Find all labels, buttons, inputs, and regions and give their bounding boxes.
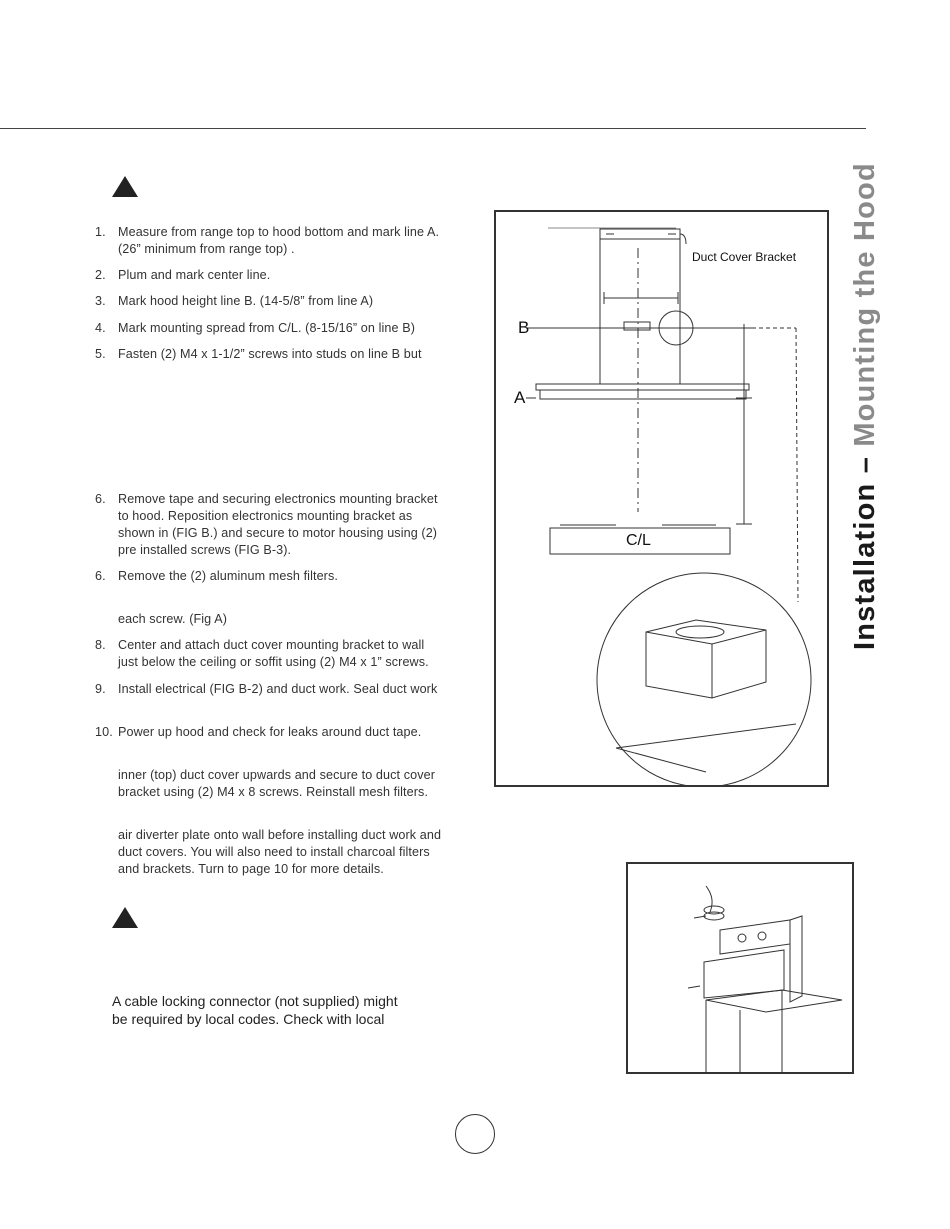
step-line: Mark mounting spread from C/L. (8-15/16” on line B) — [118, 321, 415, 335]
step-item — [95, 827, 485, 878]
line-b-label: B — [518, 318, 530, 337]
step-line: (26” minimum from range top) . — [118, 242, 295, 256]
cable-note-line: be required by local codes. Check with local — [112, 1011, 385, 1027]
step-item: 4. Mark mounting spread from C/L. (8-15/16” on line B) — [95, 320, 485, 337]
step-line: just below the ceiling or soffit using (2) M4 x 1” screws. — [118, 655, 429, 669]
step-line: and brackets. Turn to page 10 for more details. — [118, 862, 384, 876]
step-item: 2. Plum and mark center line. — [95, 267, 485, 284]
step-line: inner (top) duct cover upwards and secure to duct cover — [118, 768, 436, 782]
step-line: Remove tape and securing electronics mounting bracket — [118, 492, 438, 506]
step-line: Power up hood and check for leaks around duct tape. — [118, 725, 422, 739]
step-item: 8. Center and attach duct cover mounting bracket to wall just below the ceiling or soffit using (2) M4 x 1” screws. — [95, 638, 429, 669]
mounting-diagram-svg — [496, 212, 827, 785]
step-line: Mark hood height line B. (14-5/8” from line A) — [118, 294, 374, 308]
electrical-detail-svg — [628, 864, 852, 1072]
header-rule — [0, 128, 866, 129]
step-line: bracket using (2) M4 x 8 screws. Reinstall mesh filters. — [118, 785, 429, 799]
step-line: to hood. Reposition electronics mounting bracket as — [118, 509, 413, 523]
step-item: 6. Remove tape and securing electronics mounting bracket to hood. Reposition electronics mounting bracket as shown in (FIG B.) and secure to motor housing using (2) pre installed screws (FIG B-3). — [95, 492, 438, 557]
step-line: Remove the (2) aluminum mesh filters. — [118, 569, 338, 583]
section-title-main: Installation – — [849, 446, 881, 650]
step-line: air diverter plate onto wall before installing duct work and — [118, 828, 442, 842]
step-item: 6. Remove the (2) aluminum mesh filters. — [95, 568, 485, 585]
cable-note — [112, 992, 452, 1028]
step-line: each screw. (Fig A) — [118, 612, 227, 626]
centerline-label: C/L — [626, 532, 651, 549]
step-item: 9. Install electrical (FIG B-2) and duct work. Seal duct work — [95, 681, 485, 698]
step-item — [95, 611, 485, 628]
section-title-sub: Mounting the Hood — [849, 162, 881, 447]
page-number-circle — [455, 1114, 495, 1154]
step-line: duct covers. You will also need to install charcoal filters — [118, 845, 430, 859]
figure-mounting-diagram — [494, 210, 829, 787]
step-item: 10. Power up hood and check for leaks around duct tape. — [95, 724, 485, 741]
step-item: 1. Measure from range top to hood bottom and mark line A. (26” minimum from range top) . — [95, 225, 440, 256]
step-line: Center and attach duct cover mounting bracket to wall — [118, 638, 425, 652]
duct-cover-bracket-label: Duct Cover Bracket — [692, 250, 797, 264]
section-title — [849, 162, 882, 650]
cable-note-line: A cable locking connector (not supplied) might — [112, 993, 398, 1009]
warning-icon — [112, 907, 138, 928]
step-line: Measure from range top to hood bottom and mark line A. — [118, 225, 440, 239]
step-line: pre installed screws (FIG B-3). — [118, 543, 292, 557]
step-line: Install electrical (FIG B-2) and duct work. Seal duct work — [118, 682, 438, 696]
step-line: Plum and mark center line. — [118, 268, 271, 282]
step-item: 3. Mark hood height line B. (14-5/8” from line A) — [95, 293, 485, 310]
step-item — [95, 767, 485, 801]
step-item: 5. Fasten (2) M4 x 1-1/2” screws into studs on line B but — [95, 346, 485, 363]
figure-electrical-detail — [626, 862, 854, 1074]
step-line: Fasten (2) M4 x 1-1/2” screws into studs on line B but — [118, 347, 422, 361]
step-line: shown in (FIG B.) and secure to motor housing using (2) — [118, 526, 438, 540]
line-a-label: A — [514, 388, 526, 407]
warning-icon — [112, 176, 138, 197]
